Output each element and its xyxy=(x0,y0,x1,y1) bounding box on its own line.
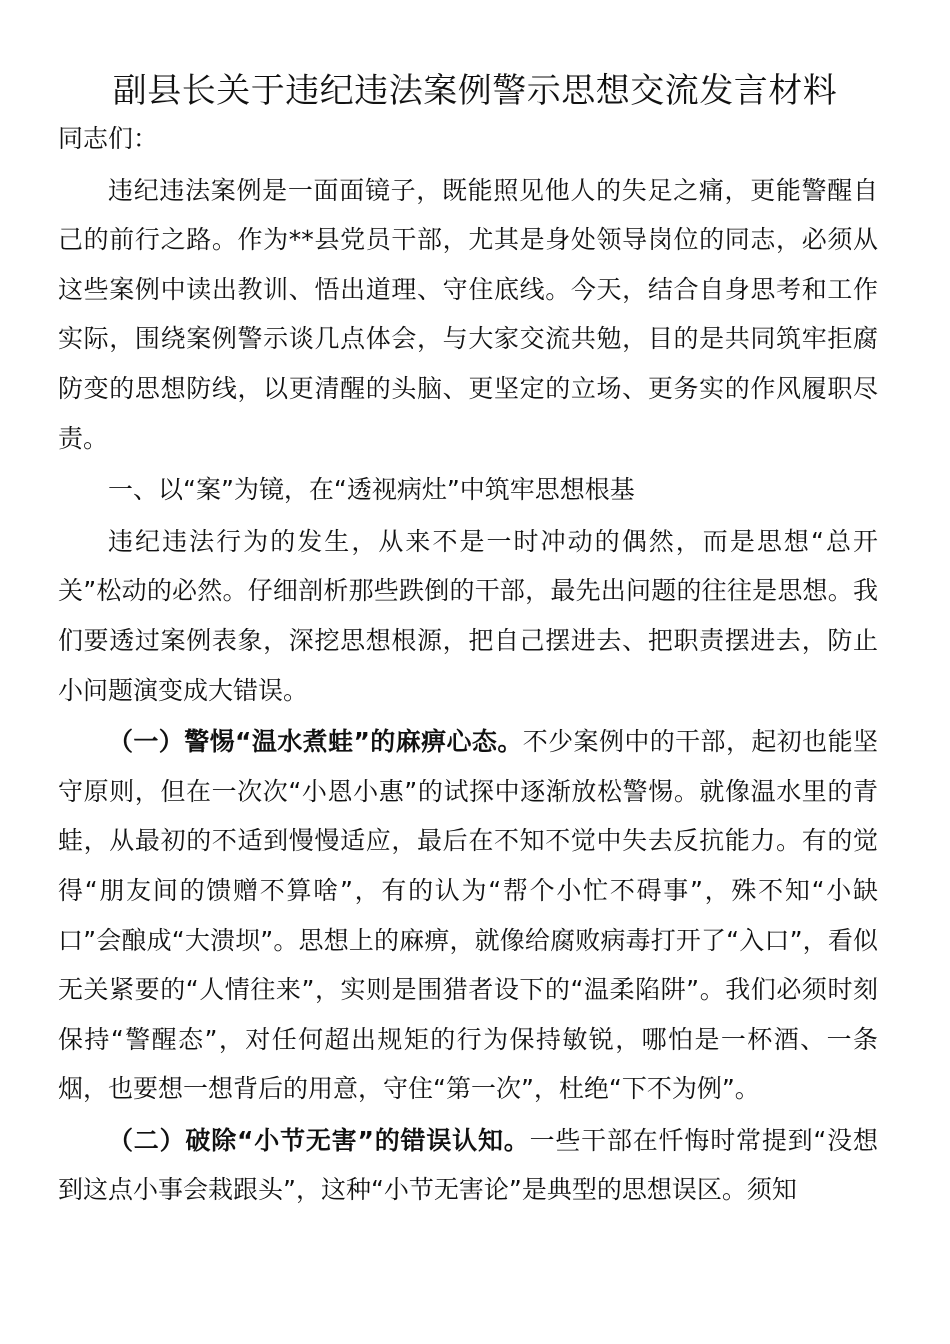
document-body xyxy=(58,114,878,1217)
greeting: 同志们： xyxy=(58,124,159,153)
document-title: 副县长关于违纪违法案例警示思想交流发言材料 xyxy=(112,71,838,111)
section-1-heading: 一、以“案”为镜，在“透视病灶”中筑牢思想根基 xyxy=(108,475,635,505)
point-2-text: 一些干部在忏悔时常提到“没想到这点小事会栽跟头”，这种“小节无害论”是典型的思想误区。须知 xyxy=(58,1125,878,1205)
point-2-heading: （二）破除“小节无害”的错误认知。 xyxy=(108,1125,530,1155)
intro-paragraph: 违纪违法案例是一面面镜子，既能照见他人的失足之痛，更能警醒自己的前行之路。作为**县党员干部，尤其是身处领导岗位的同志，必须从这些案例中读出教训、悟出道理、守住底线。今天，结合自身思考和工作实际，围绕案例警示谈几点体会，与大家交流共勉，目的是共同筑牢拒腐防变的思想防线，以更清醒的头脑、更坚定的立场、更务实的作风履职尽责。 xyxy=(58,175,878,453)
point-1-text: 不少案例中的干部，起初也能坚守原则，但在一次次“小恩小惠”的试探中逐渐放松警惕。就像温水里的青蛙，从最初的不适到慢慢适应，最后在不知不觉中失去反抗能力。有的觉得“朋友间的馈赠不算啥”，有的认为“帮个小忙不碍事”，殊不知“小缺口”会酿成“大溃坝”。思想上的麻痹，就像给腐败病毒打开了“入口”，看似无关紧要的“人情往来”，实则是围猎者设下的“温柔陷阱”。我们必须时刻保持“警醒态”，对任何超出规矩的行为保持敏锐，哪怕是一杯酒、一条烟，也要想一想背后的用意，守住“第一次”，杜绝“下不为例”。 xyxy=(58,727,878,1104)
point-1-heading: （一）警惕“温水煮蛙”的麻痹心态。 xyxy=(108,727,523,757)
section-1-lead-paragraph: 违纪违法行为的发生，从来不是一时冲动的偶然，而是思想“总开关”松动的必然。仔细剖析那些跌倒的干部，最先出问题的往往是思想。我们要透过案例表象，深挖思想根源，把自己摆进去、把职责摆进去，防止小问题演变成大错误。 xyxy=(58,526,878,705)
point-1-paragraph xyxy=(58,717,878,1114)
point-2-paragraph xyxy=(58,1116,878,1215)
